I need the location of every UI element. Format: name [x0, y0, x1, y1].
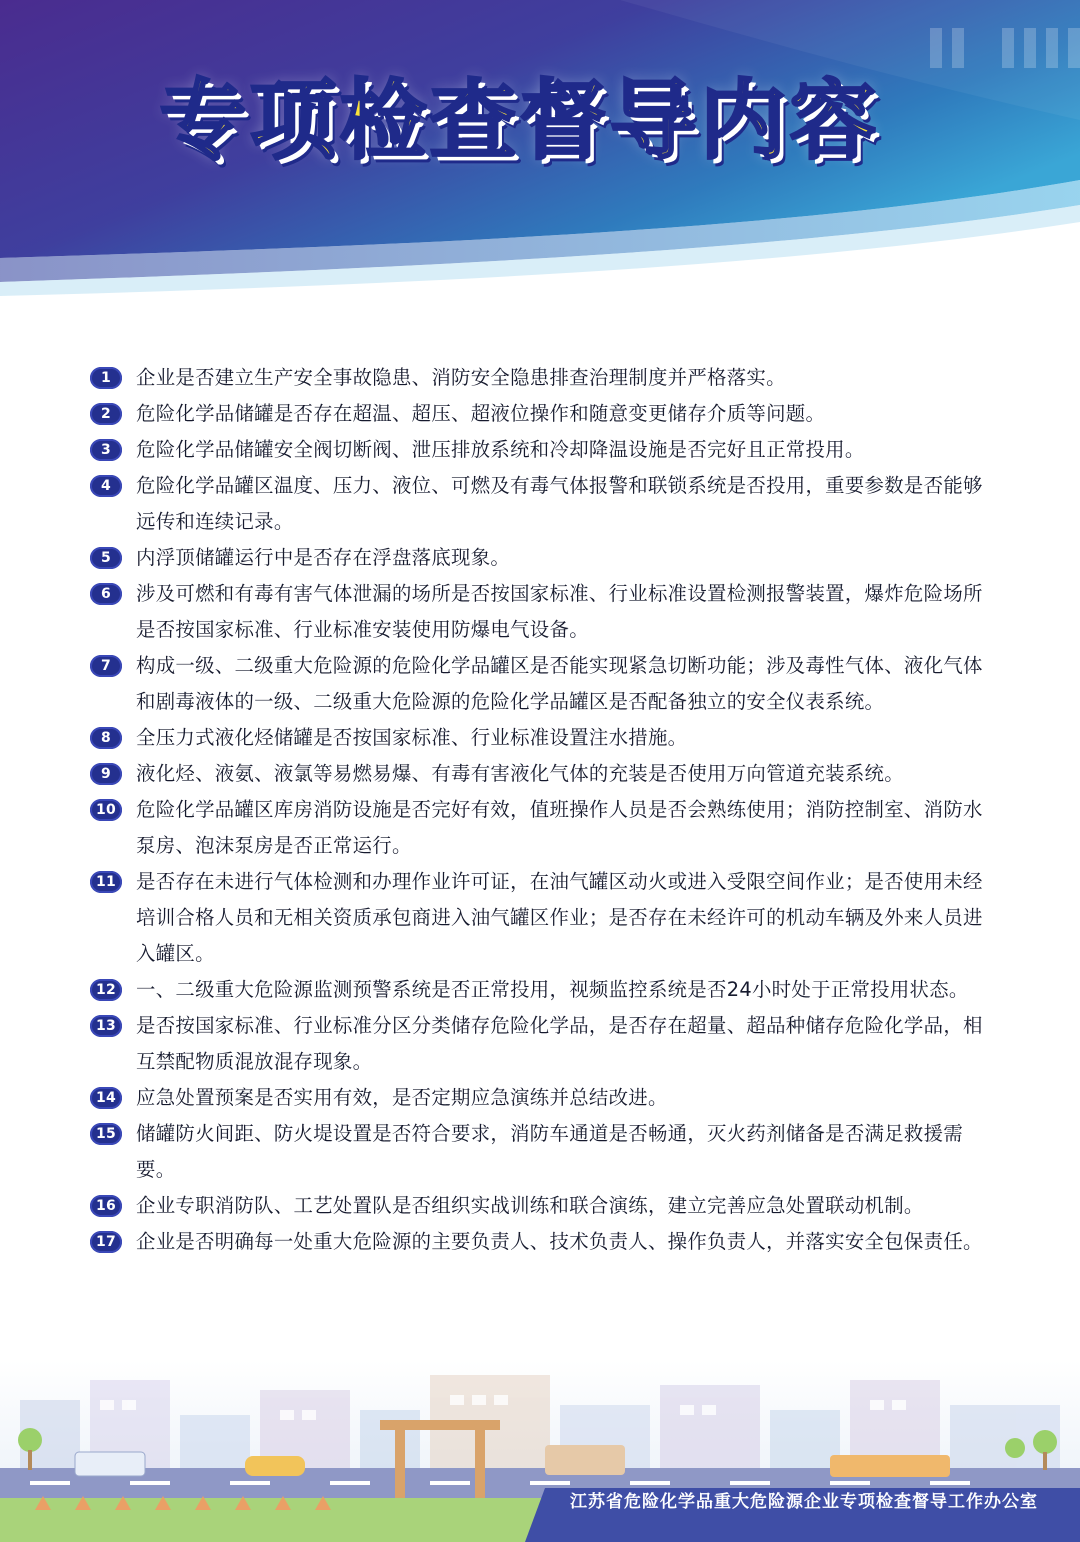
item-text: 全压力式液化烃储罐是否按国家标准、行业标准设置注水措施。 [136, 726, 688, 749]
list-item [90, 1008, 1000, 1080]
list-item [90, 1116, 1000, 1188]
item-text: 构成一级、二级重大危险源的危险化学品罐区是否能实现紧急切断功能；涉及毒性气体、液化气体和剧毒液体的一级、二级重大危险源的危险化学品罐区是否配备独立的安全仪表系统。 [136, 654, 983, 713]
city-skyline-illustration [0, 1360, 1080, 1542]
item-number-badge: 3 [90, 439, 122, 461]
item-text: 内浮顶储罐运行中是否存在浮盘落底现象。 [136, 546, 511, 569]
item-number-badge: 14 [90, 1087, 122, 1109]
item-number-badge: 2 [90, 403, 122, 425]
item-number-badge: 7 [90, 655, 122, 677]
list-item [90, 576, 1000, 648]
list-item [90, 972, 1000, 1008]
item-number-badge: 6 [90, 583, 122, 605]
item-number-badge: 1 [90, 367, 122, 389]
item-number-badge: 9 [90, 763, 122, 785]
list-item [90, 540, 1000, 576]
page-title: 专项检查督导内容 [160, 71, 880, 171]
footer-city-illustration [0, 1360, 1080, 1542]
item-text: 企业专职消防队、工艺处置队是否组织实战训练和联合演练，建立完善应急处置联动机制。 [136, 1194, 924, 1217]
item-text: 涉及可燃和有毒有害气体泄漏的场所是否按国家标准、行业标准设置检测报警装置，爆炸危险场所是否按国家标准、行业标准安装使用防爆电气设备。 [136, 582, 983, 641]
item-text: 危险化学品罐区库房消防设施是否完好有效，值班操作人员是否会熟练使用；消防控制室、消防水泵房、泡沫泵房是否正常运行。 [136, 798, 983, 857]
item-number-badge: 12 [90, 979, 122, 1001]
list-item [90, 648, 1000, 720]
item-number-badge: 16 [90, 1195, 122, 1217]
item-number-badge: 4 [90, 475, 122, 497]
item-text: 储罐防火间距、防火堤设置是否符合要求，消防车通道是否畅通，灭火药剂储备是否满足救援需要。 [136, 1122, 964, 1181]
list-item [90, 432, 1000, 468]
item-number-badge: 8 [90, 727, 122, 749]
list-item [90, 468, 1000, 540]
issuing-office: 江苏省危险化学品重大危险源企业专项检查督导工作办公室 [570, 1492, 1038, 1512]
list-item [90, 1188, 1000, 1224]
item-number-badge: 11 [90, 871, 122, 893]
item-number-badge: 5 [90, 547, 122, 569]
list-item [90, 756, 1000, 792]
list-item [90, 1080, 1000, 1116]
item-text: 应急处置预案是否实用有效，是否定期应急演练并总结改进。 [136, 1086, 668, 1109]
list-item [90, 864, 1000, 972]
item-text: 企业是否建立生产安全事故隐患、消防安全隐患排查治理制度并严格落实。 [136, 366, 786, 389]
list-item [90, 360, 1000, 396]
item-text: 危险化学品罐区温度、压力、液位、可燃及有毒气体报警和联锁系统是否投用，重要参数是否能够远传和连续记录。 [136, 474, 983, 533]
list-item [90, 720, 1000, 756]
list-item [90, 792, 1000, 864]
item-text: 企业是否明确每一处重大危险源的主要负责人、技术负责人、操作负责人，并落实安全包保责任。 [136, 1230, 983, 1253]
item-number-badge: 13 [90, 1015, 122, 1037]
item-text: 一、二级重大危险源监测预警系统是否正常投用，视频监控系统是否24小时处于正常投用状态。 [136, 978, 969, 1001]
item-text: 液化烃、液氨、液氯等易燃易爆、有毒有害液化气体的充装是否使用万向管道充装系统。 [136, 762, 904, 785]
item-number-badge: 10 [90, 799, 122, 821]
item-number-badge: 17 [90, 1231, 122, 1253]
item-number-badge: 15 [90, 1123, 122, 1145]
list-item [90, 1224, 1000, 1260]
item-text: 是否按国家标准、行业标准分区分类储存危险化学品，是否存在超量、超品种储存危险化学品，相互禁配物质混放混存现象。 [136, 1014, 983, 1073]
decorative-bars [930, 28, 1080, 68]
item-text: 危险化学品储罐安全阀切断阀、泄压排放系统和冷却降温设施是否完好且正常投用。 [136, 438, 865, 461]
list-item [90, 396, 1000, 432]
item-text: 是否存在未进行气体检测和办理作业许可证，在油气罐区动火或进入受限空间作业；是否使用未经培训合格人员和无相关资质承包商进入油气罐区作业；是否存在未经许可的机动车辆及外来人员进入罐区。 [136, 870, 983, 965]
item-text: 危险化学品储罐是否存在超温、超压、超液位操作和随意变更储存介质等问题。 [136, 402, 826, 425]
header-banner [0, 0, 1080, 300]
inspection-item-list [90, 360, 1000, 1260]
